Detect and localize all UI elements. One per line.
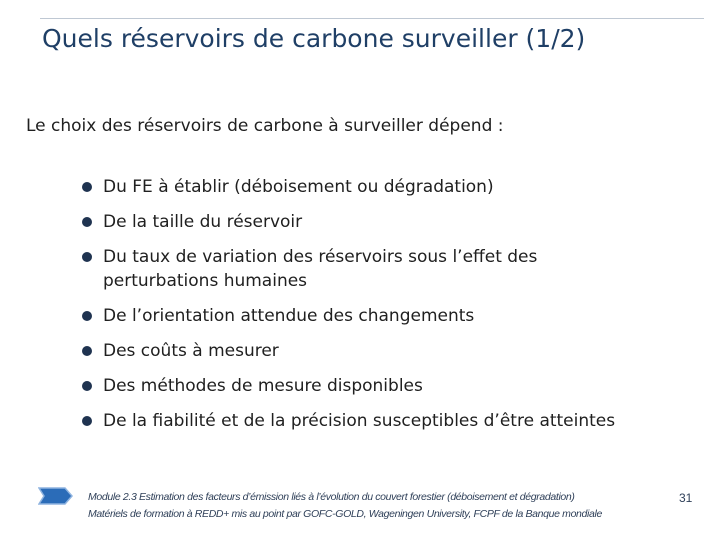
list-item bbox=[82, 245, 642, 293]
bullet-dot-icon bbox=[82, 311, 92, 321]
bullet-text: Des méthodes de mesure disponibles bbox=[103, 376, 423, 396]
bullet-text: Des coûts à mesurer bbox=[103, 341, 279, 361]
top-divider bbox=[40, 18, 704, 19]
footer-line-credits: Matériels de formation à REDD+ mis au point par GOFC-GOLD, Wageningen University, FCPF de la Banque mondiale bbox=[88, 508, 602, 520]
footer-citation bbox=[88, 489, 602, 523]
footer-line-module: Module 2.3 Estimation des facteurs d’émission liés à l’évolution du couvert forestier (déboisement et dégradation) bbox=[88, 491, 575, 503]
bullet-dot-icon bbox=[82, 182, 92, 192]
bullet-dot-icon bbox=[82, 217, 92, 227]
list-item bbox=[82, 339, 642, 363]
bullet-text: De la fiabilité et de la précision susceptibles d’être atteintes bbox=[103, 411, 616, 431]
intro-text: Le choix des réservoirs de carbone à surveiller dépend : bbox=[26, 116, 504, 136]
bullet-text: De l’orientation attendue des changements bbox=[103, 306, 475, 326]
page-number: 31 bbox=[679, 491, 693, 505]
bullet-dot-icon bbox=[82, 252, 92, 262]
list-item bbox=[82, 210, 642, 234]
list-item bbox=[82, 175, 642, 199]
list-item bbox=[82, 374, 642, 398]
bullet-dot-icon bbox=[82, 416, 92, 426]
bullet-dot-icon bbox=[82, 346, 92, 356]
bullet-text: Du taux de variation des réservoirs sous l’effet des perturbations humaines bbox=[103, 247, 538, 291]
slide-title: Quels réservoirs de carbone surveiller (1/2) bbox=[42, 24, 586, 53]
bullet-text: Du FE à établir (déboisement ou dégradation) bbox=[103, 177, 494, 197]
list-item bbox=[82, 409, 642, 433]
chevron-arrow-icon bbox=[38, 486, 74, 506]
bullet-text: De la taille du réservoir bbox=[103, 212, 303, 232]
bullet-list bbox=[82, 175, 642, 444]
bullet-dot-icon bbox=[82, 381, 92, 391]
list-item bbox=[82, 304, 642, 328]
